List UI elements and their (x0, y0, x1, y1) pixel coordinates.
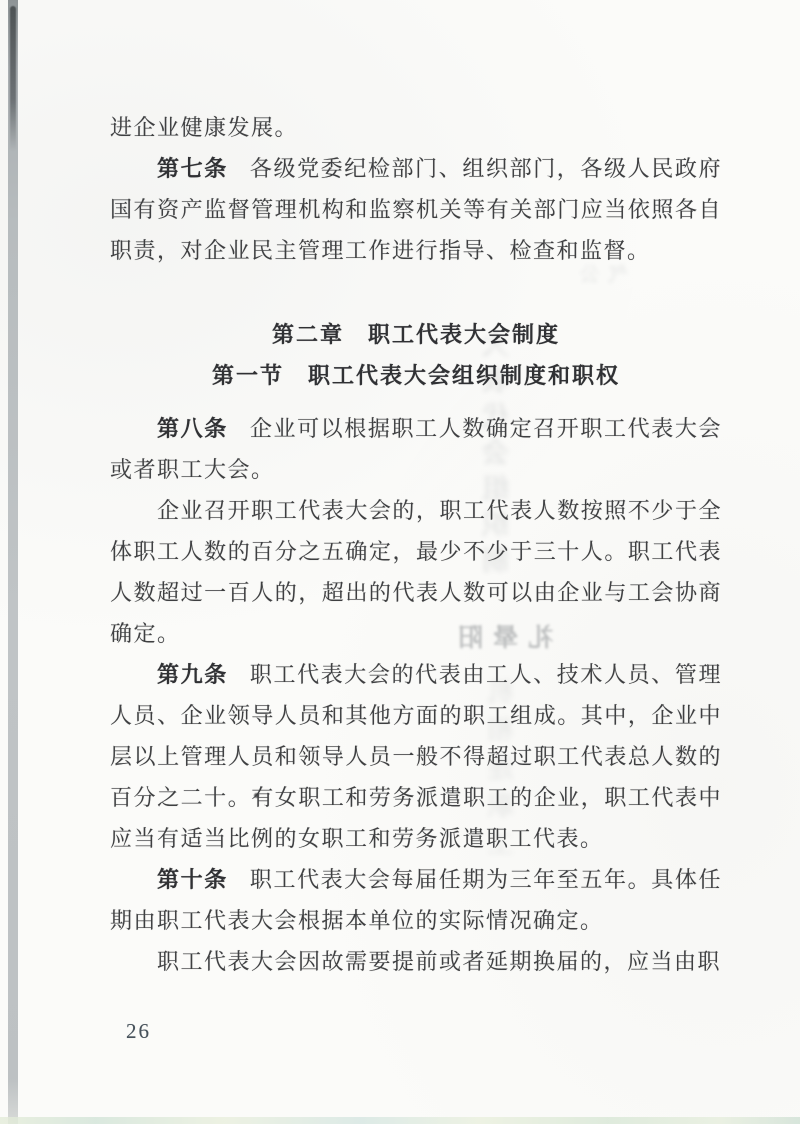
chapter-heading: 第二章 职工代表大会制度 (271, 322, 560, 347)
ink-bleed-blob: 礼晕阳 (447, 625, 553, 652)
page-number: 26 (126, 1019, 151, 1043)
section-heading: 第一节 职工代表大会组织制度和职权 (211, 363, 620, 388)
paragraph: 第八条 企业可以根据职工人数确定召开职工代表大会或者职工大会。 (110, 416, 722, 482)
paragraph: 职工代表大会因故需要提前或者延期换届的，应当由职 (157, 949, 722, 974)
article-number-label: 第十条 (157, 867, 228, 892)
paragraph: 第十条 职工代表大会每届任期为三年至五年。具体任期由职工代表大会根据本单位的实际情况确定。 (110, 867, 722, 933)
page-text (110, 107, 722, 982)
scan-dark-edge-mark (10, 6, 16, 151)
scanner-edge-strip (8, 0, 18, 1124)
scan-bottom-edge-artifact (0, 1117, 800, 1124)
article-number-label: 第八条 (157, 416, 228, 441)
paragraph: 进企业健康发展。 (110, 115, 299, 140)
paragraph: 第九条 职工代表大会的代表由工人、技术人员、管理人员、企业领导人员和其他方面的职工组成。其中，企业中层以上管理人员和领导人员一般不得超过职工代表总人数的百分之二十。有女职工和劳务派遣职工的企业，职工代表中应当有适当比例的女职工和劳务派遣职工代表。 (110, 662, 722, 851)
article-number-label: 第九条 (157, 662, 228, 687)
article-number-label: 第七条 (157, 156, 228, 181)
paragraph: 第七条 各级党委纪检部门、组织部门，各级人民政府国有资产监督管理机构和监察机关等有关部门应当依照各自职责，对企业民主管理工作进行指导、检查和监督。 (110, 156, 722, 263)
paragraph: 企业召开职工代表大会的，职工代表人数按照不少于全体职工人数的百分之五确定，最少不少于三十人。职工代表人数超过一百人的，超出的代表人数可以由企业与工会协商确定。 (110, 498, 722, 646)
